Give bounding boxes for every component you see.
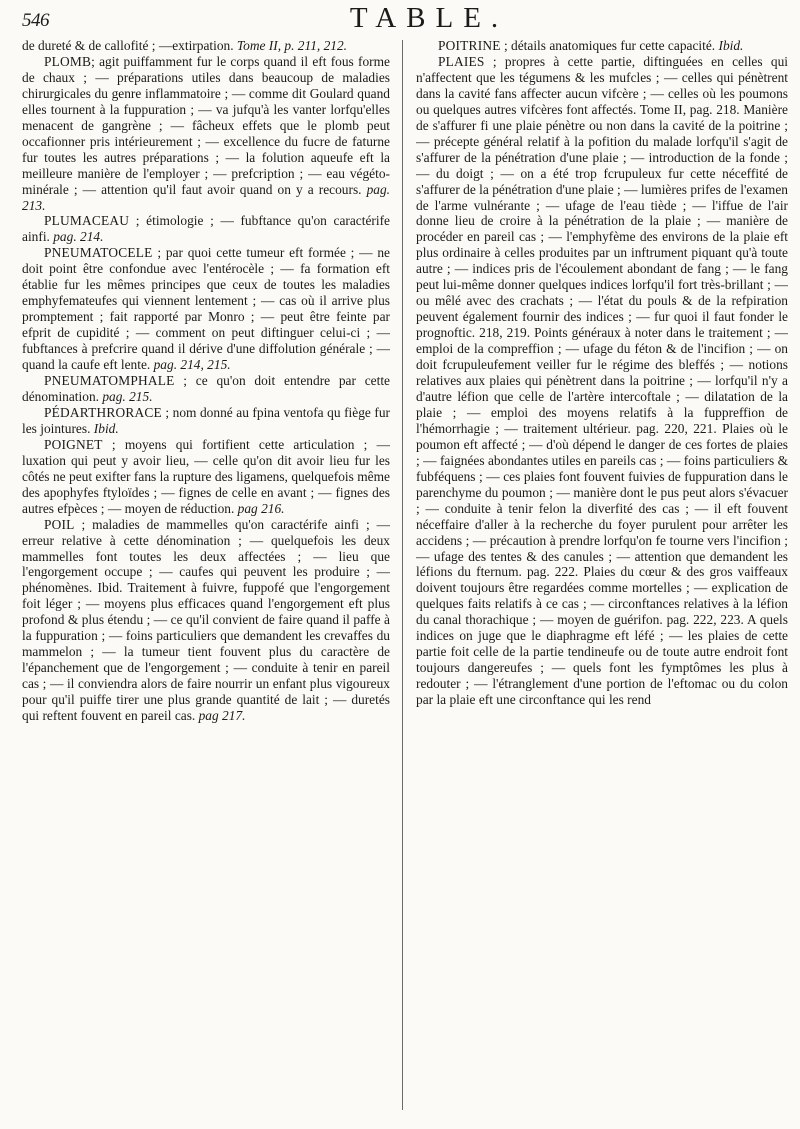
headword: PNEUMATOCELE bbox=[44, 245, 153, 261]
left-column bbox=[22, 38, 390, 1118]
index-entry: PNEUMATOMPHALE ; ce qu'on doit entendre par cette dénomination. pag. 215. bbox=[22, 373, 390, 404]
page-header bbox=[0, 2, 800, 36]
headword: PLUMACEAU bbox=[44, 213, 130, 229]
headword: POIL bbox=[44, 516, 75, 532]
index-entry: PNEUMATOCELE ; par quoi cette tumeur eft formée ; — ne doit point être confondue avec l'entérocèle ; — fa formation eft établie fur les mêmes principes que ceux de toutes les maladies emphyfemateufes qui viennent lentement ; — cas où il arrive plus promptement ; fait rapporté par Monro ; — peut être feinte par efprit de cupidité ; — comment on peut diftinguer celui-ci ; — fubftances à prefcrire quand il dérive d'une diffolution générale ; — quand la caufe eft lente. pag. 214, 215. bbox=[22, 245, 390, 373]
headword: PÉDARTHRORACE bbox=[44, 404, 162, 420]
right-column bbox=[416, 38, 788, 1118]
headword: PNEUMATOMPHALE bbox=[44, 373, 175, 389]
headword: POITRINE bbox=[438, 38, 501, 53]
index-entry: POIL ; maladies de mammelles qu'on caractérife ainfi ; — erreur relative à cette dénomination ; — quelquefois les deux mammelles font toutes les deux affectées ; — lieu que l'engorgement occupe ; — caufes qui peuvent les produire ; — phénomènes. Ibid. Traitement à fuivre, fuppofé que l'engorgement foit léger ; — moyens plus efficaces quand l'engorgement eft plus profond & plus étendu ; — ce qu'il convient de faire quand il paffe à la fuppuration ; — foins particuliers que demandent les crevaffes du mammelon ; — la tumeur tient fouvent plus du caractère de l'épanchement que de l'engorgement ; — conduite à tenir en pareil cas ; — il conviendra alors de faire nourrir un enfant plus vigoureux pour qu'il puiffe tirer une plus grande quantité de lait ; — duretés qui reftent fouvent en pareil cas. pag 217. bbox=[22, 516, 390, 724]
index-entry: POITRINE ; détails anatomiques fur cette capacité. Ibid. bbox=[438, 38, 744, 53]
column-rule bbox=[402, 40, 403, 1110]
index-entry: PLUMACEAU ; étimologie ; — fubftance qu'on caractérife ainfi. pag. 214. bbox=[22, 213, 390, 245]
running-title: TABLE. bbox=[349, 2, 509, 34]
page-number: 546 bbox=[22, 10, 49, 31]
index-entry: PLOMB; agit puiffamment fur le corps quand il eft fous forme de chaux ; — préparations utiles dans beaucoup de maladies chirurgicales du genre inflammatoire ; — comme dit Goulard quand elles tournent à la fuppuration ; — va jufqu'à les vanter lorfqu'elles menacent de gangrène ; — fâcheux effets que le plomb peut occafionner pris intérieurement ; — excellence du fucre de faturne fur toutes les autres préparations ; — la folution aqueufe eft la meilleure manière de l'employer ; — prefcription ; — eau végéto-minérale ; — attention qu'il faut avoir quand on y a recours. pag. 213. bbox=[22, 53, 390, 213]
headword: PLOMB bbox=[44, 53, 92, 69]
index-entry: de dureté & de callofité ; —extirpation. Tome II, p. 211, 212. bbox=[22, 38, 348, 53]
index-entry: POIGNET ; moyens qui fortifient cette articulation ; — luxation qui peut y avoir lieu, — celle qu'on dit avoir lieu fur les côtés ne peut exifter fans la rupture des ligamens, quelquefois même des apophyfes ftyloïdes ; — fignes de celle en avant ; — fignes des autres efpèces ; — moyen de réduction. pag 216. bbox=[22, 436, 390, 516]
headword: POIGNET bbox=[44, 436, 103, 452]
index-entry: PLAIES ; propres à cette partie, diftinguées en celles qui n'affectent que les tégumens & les mufcles ; — celles qui pénètrent dans la cavité fans affecter aucun vifcère ; — celles où les poumons ou quelques autres vifcères font affectés. Tome II, pag. 218. Manière de s'affurer fi une plaie pénètre ou non dans la cavité de la poitrine ; — précepte général relatif à la pofition du malade lorfqu'il s'agit de s'affurer de la pénétration d'une plaie ; — introduction de la fonde ; — du doigt ; — on a été trop fcrupuleux fur cette néceffité de s'affurer de la pénétration d'une plaie ; — lumières prifes de l'examen de l'arme vulnérante ; — ufage de l'eau tiède ; — l'iffue de l'air donne lieu de croire à la pénétration de la plaie ; — manière de procéder en pareil cas ; — l'emphyfème des environs de la plaie eft plus ordinaire à celles produites par un inftrument piquant qu'à toute autre ; — indices pris de l'écoulement abondant de fang ; — le fang peut lui-même donner quelques indices lorfqu'il fort très-brillant ; — ou mêlé avec des crachats ; — l'état du pouls & de la refpiration peuvent également fournir des indices ; — fur quoi il faut fonder le prognoftic. 218, 219. Points généraux à noter dans le traitement ; — emploi de la compreffion ; — ufage du féton & de l'incifion ; — on doit fcrupuleufement veiller fur le régime des bleffés ; — notions relatives aux plaies qui pénètrent dans la poitrine ; — lorfqu'il n'y a d'autre léfion que celle de l'artère intercoftale ; — dilatation de la plaie ; — emploi des moyens relatifs à la fuppreffion de l'hémorrhagie ; — traitement ultérieur. pag. 220, 221. Plaies où le poumon eft affecté ; — d'où dépend le danger de ces fortes de plaies ; — faignées abondantes utiles en pareils cas ; — foins particuliers & fubféquens ; — ces plaies font fouvent fuivies de fuppuration dans le parenchyme du poumon ; — manière dont le pus peut alors s'évacuer ; — conduite à tenir felon la diverfité des cas ; — il eft fouvent néceffaire d'aller à la recherche du foyer purulent pour arrêter les accidens ; — précaution à prendre lorfqu'on fe tourne vers l'incifion ; — ufage des tentes & des canules ; — attention que demandent les léfions du fternum. pag. 222. Plaies du cœur & des gros vaiffeaux doivent toujours être regardées comme mortelles ; — explication de quelques faits relatifs à ce cas ; — circonftances relatives à la léfion du canal thorachique ; — moyen de guérifon. pag. 222, 223. A quels indices on juge que le diaphragme eft léfé ; — les plaies de cette partie foit celle de la partie tendineufe ou de toute autre endroit font toujours dangereufes ; — quels font les fymptômes les plus à redouter ; — l'étranglement d'une portion de l'eftomac ou du colon par la plaie eft une circonftance qui les rend bbox=[416, 53, 788, 708]
headword: PLAIES bbox=[438, 53, 485, 69]
index-entry: PÉDARTHRORACE ; nom donné au fpina ventofa qu fiège fur les jointures. Ibid. bbox=[22, 404, 390, 436]
